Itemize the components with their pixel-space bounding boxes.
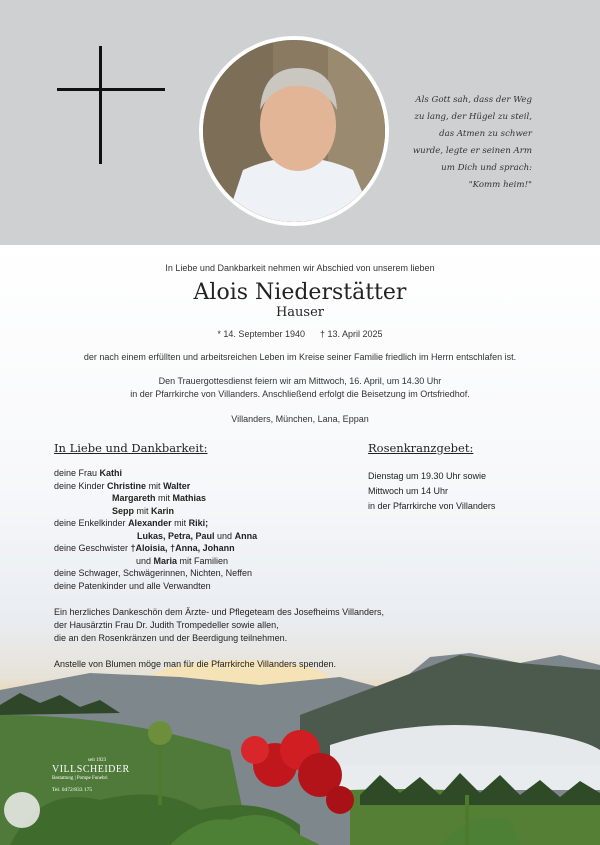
life-dates	[0, 329, 600, 339]
portrait-photo	[199, 36, 389, 226]
thanks-line: die an den Rosenkränzen und der Beerdigung teilnehmen.	[54, 633, 288, 643]
funeral-home-logo	[52, 758, 142, 793]
passing-text: der nach einem erfüllten und arbeitsreichen Leben im Kreise seiner Familie friedlich im Herrn entschlafen ist.	[83, 352, 517, 362]
logo-tagline: Bestattung | Pompe Funebri	[52, 776, 108, 781]
logo-phone: Tel. 0472/833 175	[52, 787, 93, 793]
poem-line: das Atmen zu schwer	[439, 129, 532, 139]
poem-line: zu lang, der Hügel zu steil,	[414, 112, 532, 122]
funeral-line-2: in der Pfarrkirche von Villanders. Anschließend erfolgt die Beisetzung im Ortsfriedhof.	[130, 389, 470, 399]
family-wife: deine Frau Kathi	[54, 468, 123, 478]
family-child: Margareth mit Mathias	[112, 493, 207, 503]
funeral-line-1: Den Trauergottesdienst feiern wir am Mittwoch, 16. April, um 14.30 Uhr	[158, 376, 442, 386]
intro-text: In Liebe und Dankbarkeit nehmen wir Abschied von unserem lieben	[165, 263, 435, 273]
family-grandchildren: deine Enkelkinder Alexander mit Riki;	[54, 518, 209, 528]
deceased-name: Alois Niederstätter	[193, 280, 407, 305]
logo-since: seit 1923	[87, 758, 107, 763]
poem-line: um Dich und sprach:	[441, 163, 532, 173]
family-children: deine Kinder Christine mit Walter	[54, 481, 191, 491]
donation-text: Anstelle von Blumen möge man für die Pfarrkirche Villanders spenden.	[54, 659, 336, 669]
family-siblings: und Maria mit Familien	[136, 556, 229, 566]
death-date: † 13. April 2025	[320, 329, 383, 339]
thanks-line: Ein herzliches Dankeschön dem Ärzte- und Pflegeteam des Josefheims Villanders,	[54, 607, 385, 617]
birth-date: * 14. September 1940	[217, 329, 305, 339]
poem	[392, 92, 532, 194]
rosary-line: Mittwoch um 14 Uhr	[368, 486, 449, 496]
family-inlaws: deine Schwager, Schwägerinnen, Nichten, Neffen	[54, 568, 252, 578]
cross-icon	[57, 46, 165, 164]
poem-line: Als Gott sah, dass der Weg	[415, 95, 532, 105]
family-child: Sepp mit Karin	[112, 506, 175, 516]
mourners-heading: In Liebe und Dankbarkeit:	[54, 441, 208, 455]
rosary-heading: Rosenkranzgebet:	[368, 441, 474, 455]
family-godchildren: deine Patenkinder und alle Verwandten	[54, 581, 211, 591]
places: Villanders, München, Lana, Eppan	[231, 414, 369, 424]
thanks-line: der Hausärztin Frau Dr. Judith Trompedeller sowie allen,	[54, 620, 279, 630]
family-grandchildren: Lukas, Petra, Paul und Anna	[137, 531, 258, 541]
rosary-line: in der Pfarrkirche von Villanders	[368, 501, 496, 511]
rosary-line: Dienstag um 19.30 Uhr sowie	[368, 471, 487, 481]
family-siblings: deine Geschwister †Aloisia, †Anna, Johann	[54, 543, 235, 553]
logo-name: VILLSCHEIDER	[52, 764, 130, 775]
poem-line: wurde, legte er seinen Arm	[412, 146, 532, 156]
deceased-nickname: Hauser	[275, 305, 325, 320]
poem-line: "Komm heim!"	[468, 180, 532, 190]
